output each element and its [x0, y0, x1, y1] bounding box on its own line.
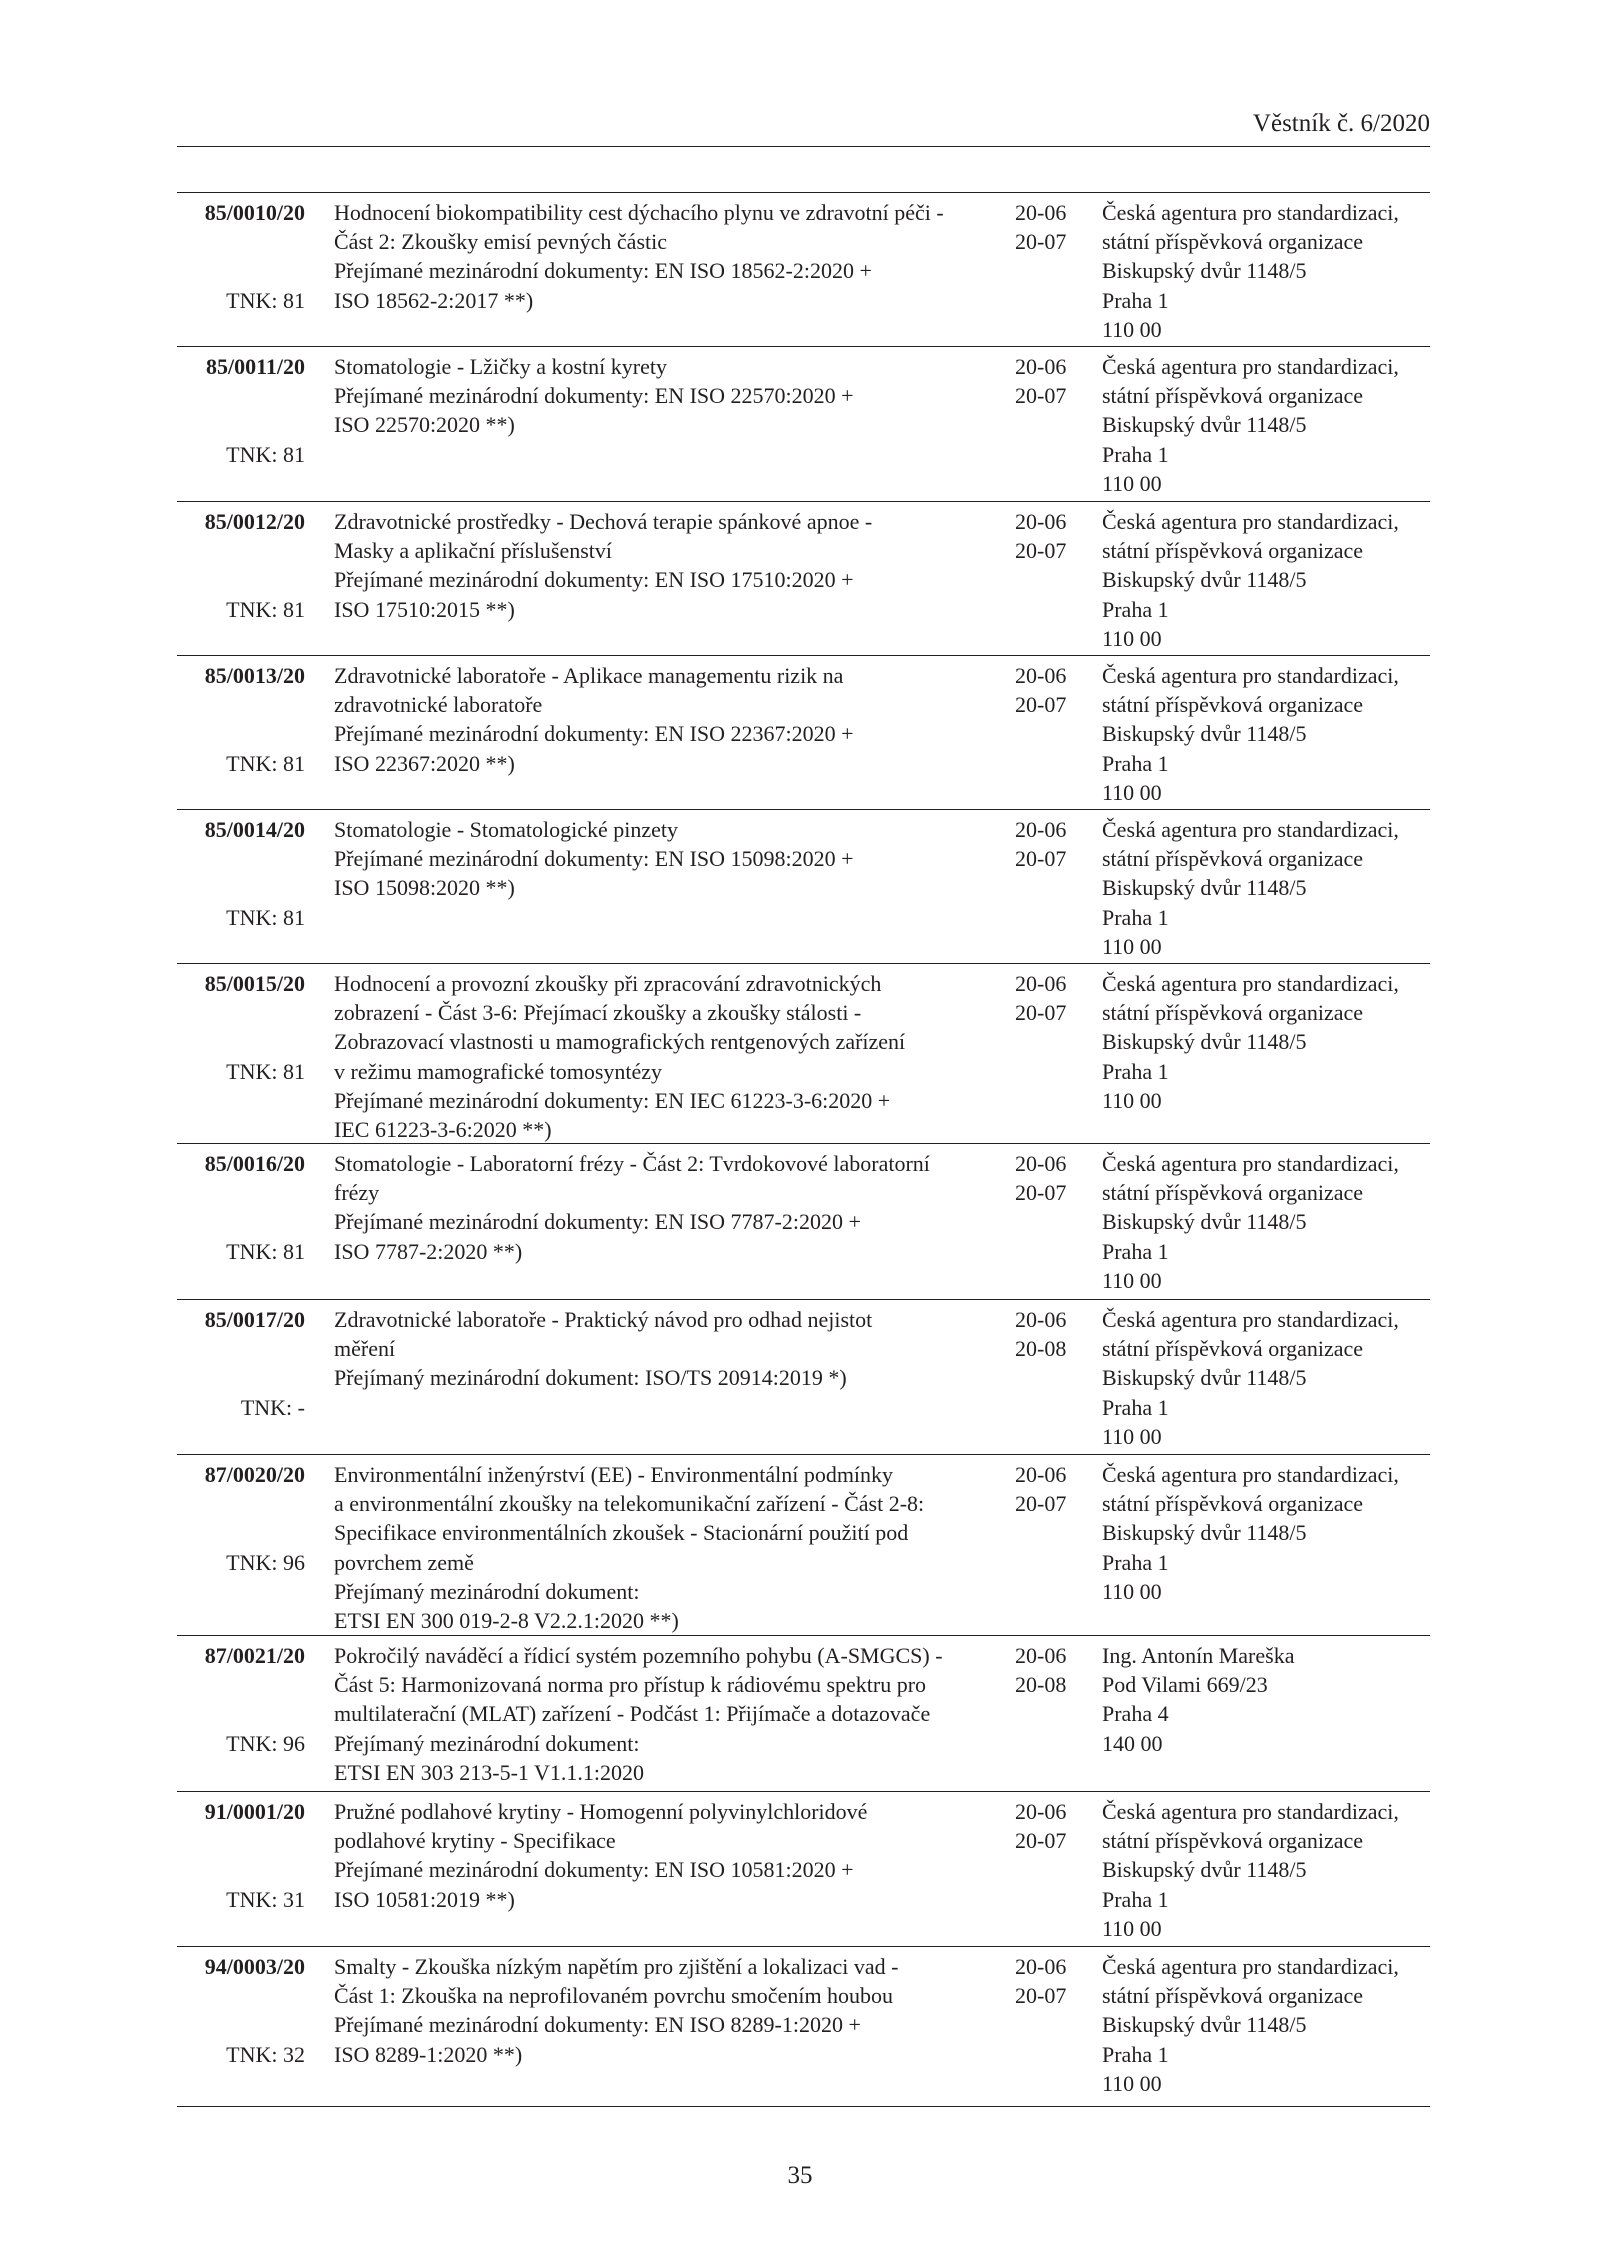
- address-line: Praha 1: [1102, 1058, 1169, 1084]
- address-line: Praha 1: [1102, 1549, 1169, 1575]
- standard-code: 85/0013/20: [204, 663, 305, 688]
- address-line: 110 00: [1102, 1267, 1162, 1293]
- title-line: ISO 22367:2020 **): [334, 750, 515, 776]
- date-value: 20-08: [1015, 1672, 1067, 1698]
- address-line: 110 00: [1102, 470, 1162, 496]
- page-number: 35: [787, 2162, 813, 2189]
- standard-dates: [1015, 815, 1095, 873]
- title-line: zobrazení - Část 3-6: Přejímací zkoušky a zkoušky stálosti -: [334, 1000, 862, 1026]
- title-line: Stomatologie - Stomatologické pinzety: [334, 817, 678, 842]
- address-line: státní příspěvková organizace: [1102, 692, 1364, 718]
- address-line: Praha 1: [1102, 1238, 1169, 1264]
- address-line: Biskupský dvůr 1148/5: [1102, 1520, 1307, 1546]
- date-value: 20-06: [1015, 200, 1067, 225]
- address-line: Pod Vilami 669/23: [1102, 1672, 1268, 1698]
- address-line: státní příspěvková organizace: [1102, 229, 1364, 255]
- address-line: státní příspěvková organizace: [1102, 1828, 1364, 1854]
- address-line: Biskupský dvůr 1148/5: [1102, 721, 1307, 747]
- title-line: Přejímané mezinárodní dokumenty: EN IEC 61223-3-6:2020 +: [334, 1087, 891, 1113]
- address-line: Česká agentura pro standardizaci,: [1102, 663, 1399, 688]
- address-line: Biskupský dvůr 1148/5: [1102, 567, 1307, 593]
- address-line: 110 00: [1102, 1578, 1162, 1604]
- tnk-label: TNK: 81: [226, 287, 305, 313]
- title-line: Přejímaný mezinárodní dokument:: [334, 1730, 640, 1756]
- date-value: 20-07: [1015, 383, 1067, 409]
- title-line: Zobrazovací vlastnosti u mamografických rentgenových zařízení: [334, 1029, 906, 1055]
- entry-code-column: [177, 352, 305, 467]
- title-line: frézy: [334, 1180, 380, 1206]
- title-line: Přejímané mezinárodní dokumenty: EN ISO 22570:2020 +: [334, 383, 854, 409]
- entry-code-column: [177, 1149, 305, 1264]
- address-line: Česká agentura pro standardizaci,: [1102, 817, 1399, 842]
- title-line: Zdravotnické laboratoře - Praktický návod pro odhad nejistot: [334, 1307, 873, 1332]
- standard-entry: [177, 656, 1430, 810]
- title-line: IEC 61223-3-6:2020 **): [334, 1117, 552, 1143]
- standard-entry: [177, 964, 1430, 1144]
- processor-address: [1102, 1460, 1432, 1606]
- date-value: 20-06: [1015, 971, 1067, 996]
- title-line: Stomatologie - Lžičky a kostní kyrety: [334, 354, 667, 379]
- journal-title: Věstník č. 6/2020: [1252, 110, 1430, 137]
- address-line: Praha 1: [1102, 750, 1169, 776]
- title-line: měření: [334, 1336, 396, 1362]
- processor-address: [1102, 1641, 1432, 1758]
- entry-code-column: [177, 198, 305, 313]
- title-line: Zdravotnické laboratoře - Aplikace managementu rizik na: [334, 663, 844, 688]
- date-value: 20-07: [1015, 692, 1067, 718]
- address-line: Česká agentura pro standardizaci,: [1102, 1307, 1399, 1332]
- title-line: podlahové krytiny - Specifikace: [334, 1828, 616, 1854]
- date-value: 20-07: [1015, 1000, 1067, 1026]
- address-line: Česká agentura pro standardizaci,: [1102, 971, 1399, 996]
- address-line: Praha 1: [1102, 1886, 1169, 1912]
- title-line: Hodnocení biokompatibility cest dýchacího plynu ve zdravotní péči -: [334, 200, 944, 225]
- address-line: 110 00: [1102, 1423, 1162, 1449]
- address-line: Česká agentura pro standardizaci,: [1102, 1151, 1399, 1176]
- address-line: Praha 1: [1102, 596, 1169, 622]
- address-line: Biskupský dvůr 1148/5: [1102, 258, 1307, 284]
- standard-code: 91/0001/20: [204, 1799, 305, 1824]
- address-line: Česká agentura pro standardizaci,: [1102, 354, 1399, 379]
- standard-code: 85/0010/20: [204, 200, 305, 225]
- address-line: Praha 1: [1102, 441, 1169, 467]
- address-line: státní příspěvková organizace: [1102, 846, 1364, 872]
- title-line: Část 5: Harmonizovaná norma pro přístup k rádiovému spektru pro: [334, 1672, 927, 1698]
- address-line: Praha 1: [1102, 1394, 1169, 1420]
- entry-code-column: [177, 1460, 305, 1575]
- title-line: Přejímané mezinárodní dokumenty: EN ISO 15098:2020 +: [334, 846, 854, 872]
- standard-dates: [1015, 352, 1095, 410]
- standard-code: 85/0016/20: [204, 1151, 305, 1176]
- entry-code-column: [177, 1305, 305, 1420]
- address-line: Praha 4: [1102, 1701, 1169, 1727]
- entry-code-column: [177, 507, 305, 622]
- tnk-label: TNK: 32: [226, 2041, 305, 2067]
- date-value: 20-06: [1015, 509, 1067, 534]
- address-line: Biskupský dvůr 1148/5: [1102, 1857, 1307, 1883]
- date-value: 20-06: [1015, 1462, 1067, 1487]
- standard-dates: [1015, 1641, 1095, 1699]
- standard-code: 85/0017/20: [204, 1307, 305, 1332]
- processor-address: [1102, 352, 1432, 498]
- title-line: Přejímané mezinárodní dokumenty: EN ISO 10581:2020 +: [334, 1857, 854, 1883]
- title-line: Přejímané mezinárodní dokumenty: EN ISO 8289-1:2020 +: [334, 2012, 861, 2038]
- processor-address: [1102, 1797, 1432, 1943]
- standard-code: 85/0015/20: [204, 971, 305, 996]
- standard-code: 85/0012/20: [204, 509, 305, 534]
- address-line: 110 00: [1102, 1087, 1162, 1113]
- standard-entry: [177, 502, 1430, 656]
- address-line: 110 00: [1102, 1915, 1162, 1941]
- address-line: 110 00: [1102, 2070, 1162, 2096]
- title-line: Přejímané mezinárodní dokumenty: EN ISO 7787-2:2020 +: [334, 1209, 861, 1235]
- title-line: Pružné podlahové krytiny - Homogenní polyvinylchloridové: [334, 1799, 868, 1824]
- standard-entry: [177, 1636, 1430, 1792]
- date-value: 20-06: [1015, 1643, 1067, 1668]
- title-line: Zdravotnické prostředky - Dechová terapie spánkové apnoe -: [334, 509, 873, 534]
- date-value: 20-07: [1015, 229, 1067, 255]
- standard-code: 94/0003/20: [204, 1954, 305, 1979]
- standard-entry: [177, 810, 1430, 964]
- standard-entry: [177, 347, 1430, 502]
- address-line: Praha 1: [1102, 904, 1169, 930]
- tnk-label: TNK: 81: [226, 441, 305, 467]
- title-line: Přejímané mezinárodní dokumenty: EN ISO 22367:2020 +: [334, 721, 854, 747]
- standard-entry: [177, 1300, 1430, 1455]
- entry-code-column: [177, 1641, 305, 1756]
- address-line: Česká agentura pro standardizaci,: [1102, 509, 1399, 534]
- title-line: multilaterační (MLAT) zařízení - Podčást 1: Přijímače a dotazovače: [334, 1701, 931, 1727]
- title-line: povrchem země: [334, 1549, 474, 1575]
- date-value: 20-07: [1015, 538, 1067, 564]
- address-line: státní příspěvková organizace: [1102, 383, 1364, 409]
- tnk-label: TNK: 96: [226, 1549, 305, 1575]
- date-value: 20-07: [1015, 1491, 1067, 1517]
- title-line: Přejímaný mezinárodní dokument: ISO/TS 20914:2019 *): [334, 1365, 847, 1391]
- address-line: 140 00: [1102, 1730, 1163, 1756]
- title-line: ETSI EN 303 213-5-1 V1.1.1:2020: [334, 1759, 645, 1785]
- address-line: Česká agentura pro standardizaci,: [1102, 1462, 1399, 1487]
- title-line: Hodnocení a provozní zkoušky při zpracování zdravotnických: [334, 971, 882, 996]
- title-line: Specifikace environmentálních zkoušek - Stacionární použití pod: [334, 1520, 909, 1546]
- address-line: státní příspěvková organizace: [1102, 1180, 1364, 1206]
- title-line: Stomatologie - Laboratorní frézy - Část 2: Tvrdokovové laboratorní: [334, 1151, 930, 1176]
- tnk-label: TNK: 81: [226, 1058, 305, 1084]
- tnk-label: TNK: 31: [226, 1886, 305, 1912]
- address-line: Biskupský dvůr 1148/5: [1102, 1029, 1307, 1055]
- address-line: Ing. Antonín Mareška: [1102, 1643, 1295, 1668]
- address-line: Biskupský dvůr 1148/5: [1102, 2012, 1307, 2038]
- standard-entry: [177, 193, 1430, 347]
- processor-address: [1102, 815, 1432, 961]
- title-line: ETSI EN 300 019-2-8 V2.2.1:2020 **): [334, 1608, 679, 1634]
- tnk-label: TNK: 96: [226, 1730, 305, 1756]
- title-line: ISO 22570:2020 **): [334, 412, 515, 438]
- title-line: Pokročilý naváděcí a řídicí systém pozemního pohybu (A-SMGCS) -: [334, 1643, 943, 1668]
- title-line: v režimu mamografické tomosyntézy: [334, 1058, 663, 1084]
- entry-code-column: [177, 661, 305, 776]
- address-line: Praha 1: [1102, 287, 1169, 313]
- standard-dates: [1015, 1460, 1095, 1518]
- standard-dates: [1015, 1952, 1095, 2010]
- processor-address: [1102, 969, 1432, 1115]
- address-line: státní příspěvková organizace: [1102, 1983, 1364, 2009]
- processor-address: [1102, 507, 1432, 653]
- title-line: Část 2: Zkoušky emisí pevných částic: [334, 229, 667, 255]
- date-value: 20-06: [1015, 1307, 1067, 1332]
- date-value: 20-06: [1015, 1799, 1067, 1824]
- standard-dates: [1015, 1305, 1095, 1363]
- processor-address: [1102, 1952, 1432, 2098]
- tnk-label: TNK: 81: [226, 1238, 305, 1264]
- date-value: 20-06: [1015, 663, 1067, 688]
- entry-code-column: [177, 1797, 305, 1912]
- date-value: 20-07: [1015, 846, 1067, 872]
- date-value: 20-08: [1015, 1336, 1067, 1362]
- date-value: 20-06: [1015, 1151, 1067, 1176]
- standard-dates: [1015, 507, 1095, 565]
- address-line: Praha 1: [1102, 2041, 1169, 2067]
- date-value: 20-07: [1015, 1828, 1067, 1854]
- address-line: státní příspěvková organizace: [1102, 1491, 1364, 1517]
- date-value: 20-07: [1015, 1983, 1067, 2009]
- standard-dates: [1015, 198, 1095, 256]
- processor-address: [1102, 1149, 1432, 1295]
- title-line: ISO 18562-2:2017 **): [334, 287, 534, 313]
- standard-code: 87/0020/20: [204, 1462, 305, 1487]
- title-line: Přejímané mezinárodní dokumenty: EN ISO 17510:2020 +: [334, 567, 854, 593]
- address-line: Česká agentura pro standardizaci,: [1102, 1954, 1399, 1979]
- address-line: státní příspěvková organizace: [1102, 538, 1364, 564]
- standard-dates: [1015, 661, 1095, 719]
- tnk-label: TNK: 81: [226, 750, 305, 776]
- title-line: Přejímaný mezinárodní dokument:: [334, 1578, 640, 1604]
- title-line: ISO 10581:2019 **): [334, 1886, 515, 1912]
- address-line: 110 00: [1102, 625, 1162, 651]
- address-line: Česká agentura pro standardizaci,: [1102, 1799, 1399, 1824]
- address-line: státní příspěvková organizace: [1102, 1336, 1364, 1362]
- address-line: Biskupský dvůr 1148/5: [1102, 875, 1307, 901]
- address-line: státní příspěvková organizace: [1102, 1000, 1364, 1026]
- title-line: zdravotnické laboratoře: [334, 692, 543, 718]
- standard-dates: [1015, 969, 1095, 1027]
- standard-code: 85/0011/20: [205, 354, 305, 379]
- standard-entry: [177, 1947, 1430, 2107]
- title-line: Část 1: Zkouška na neprofilovaném povrchu smočením houbou: [334, 1983, 894, 2009]
- title-line: ISO 15098:2020 **): [334, 875, 515, 901]
- processor-address: [1102, 661, 1432, 807]
- title-line: ISO 7787-2:2020 **): [334, 1238, 523, 1264]
- tnk-label: TNK: 81: [226, 596, 305, 622]
- date-value: 20-06: [1015, 1954, 1067, 1979]
- date-value: 20-07: [1015, 1180, 1067, 1206]
- title-line: Masky a aplikační příslušenství: [334, 538, 613, 564]
- standard-dates: [1015, 1149, 1095, 1207]
- tnk-label: TNK: -: [240, 1394, 305, 1420]
- address-line: Biskupský dvůr 1148/5: [1102, 412, 1307, 438]
- address-line: Biskupský dvůr 1148/5: [1102, 1209, 1307, 1235]
- standard-code: 85/0014/20: [204, 817, 305, 842]
- title-line: Smalty - Zkouška nízkým napětím pro zjištění a lokalizaci vad -: [334, 1954, 899, 1979]
- title-line: Environmentální inženýrství (EE) - Environmentální podmínky: [334, 1462, 894, 1487]
- standard-entry: [177, 1455, 1430, 1636]
- address-line: 110 00: [1102, 316, 1162, 342]
- date-value: 20-06: [1015, 817, 1067, 842]
- address-line: 110 00: [1102, 933, 1162, 959]
- standard-entry: [177, 1792, 1430, 1947]
- title-line: a environmentální zkoušky na telekomunikační zařízení - Část 2-8:: [334, 1491, 925, 1517]
- standard-code: 87/0021/20: [204, 1643, 305, 1668]
- processor-address: [1102, 1305, 1432, 1451]
- title-line: ISO 17510:2015 **): [334, 596, 515, 622]
- standard-dates: [1015, 1797, 1095, 1855]
- title-line: Přejímané mezinárodní dokumenty: EN ISO 18562-2:2020 +: [334, 258, 872, 284]
- entry-code-column: [177, 969, 305, 1084]
- entry-code-column: [177, 815, 305, 930]
- standards-list: [177, 192, 1430, 2107]
- standard-entry: [177, 1144, 1430, 1300]
- entry-code-column: [177, 1952, 305, 2067]
- address-line: 110 00: [1102, 779, 1162, 805]
- tnk-label: TNK: 81: [226, 904, 305, 930]
- date-value: 20-06: [1015, 354, 1067, 379]
- page-header: [177, 108, 1430, 147]
- title-line: ISO 8289-1:2020 **): [334, 2041, 523, 2067]
- address-line: Česká agentura pro standardizaci,: [1102, 200, 1399, 225]
- address-line: Biskupský dvůr 1148/5: [1102, 1365, 1307, 1391]
- processor-address: [1102, 198, 1432, 344]
